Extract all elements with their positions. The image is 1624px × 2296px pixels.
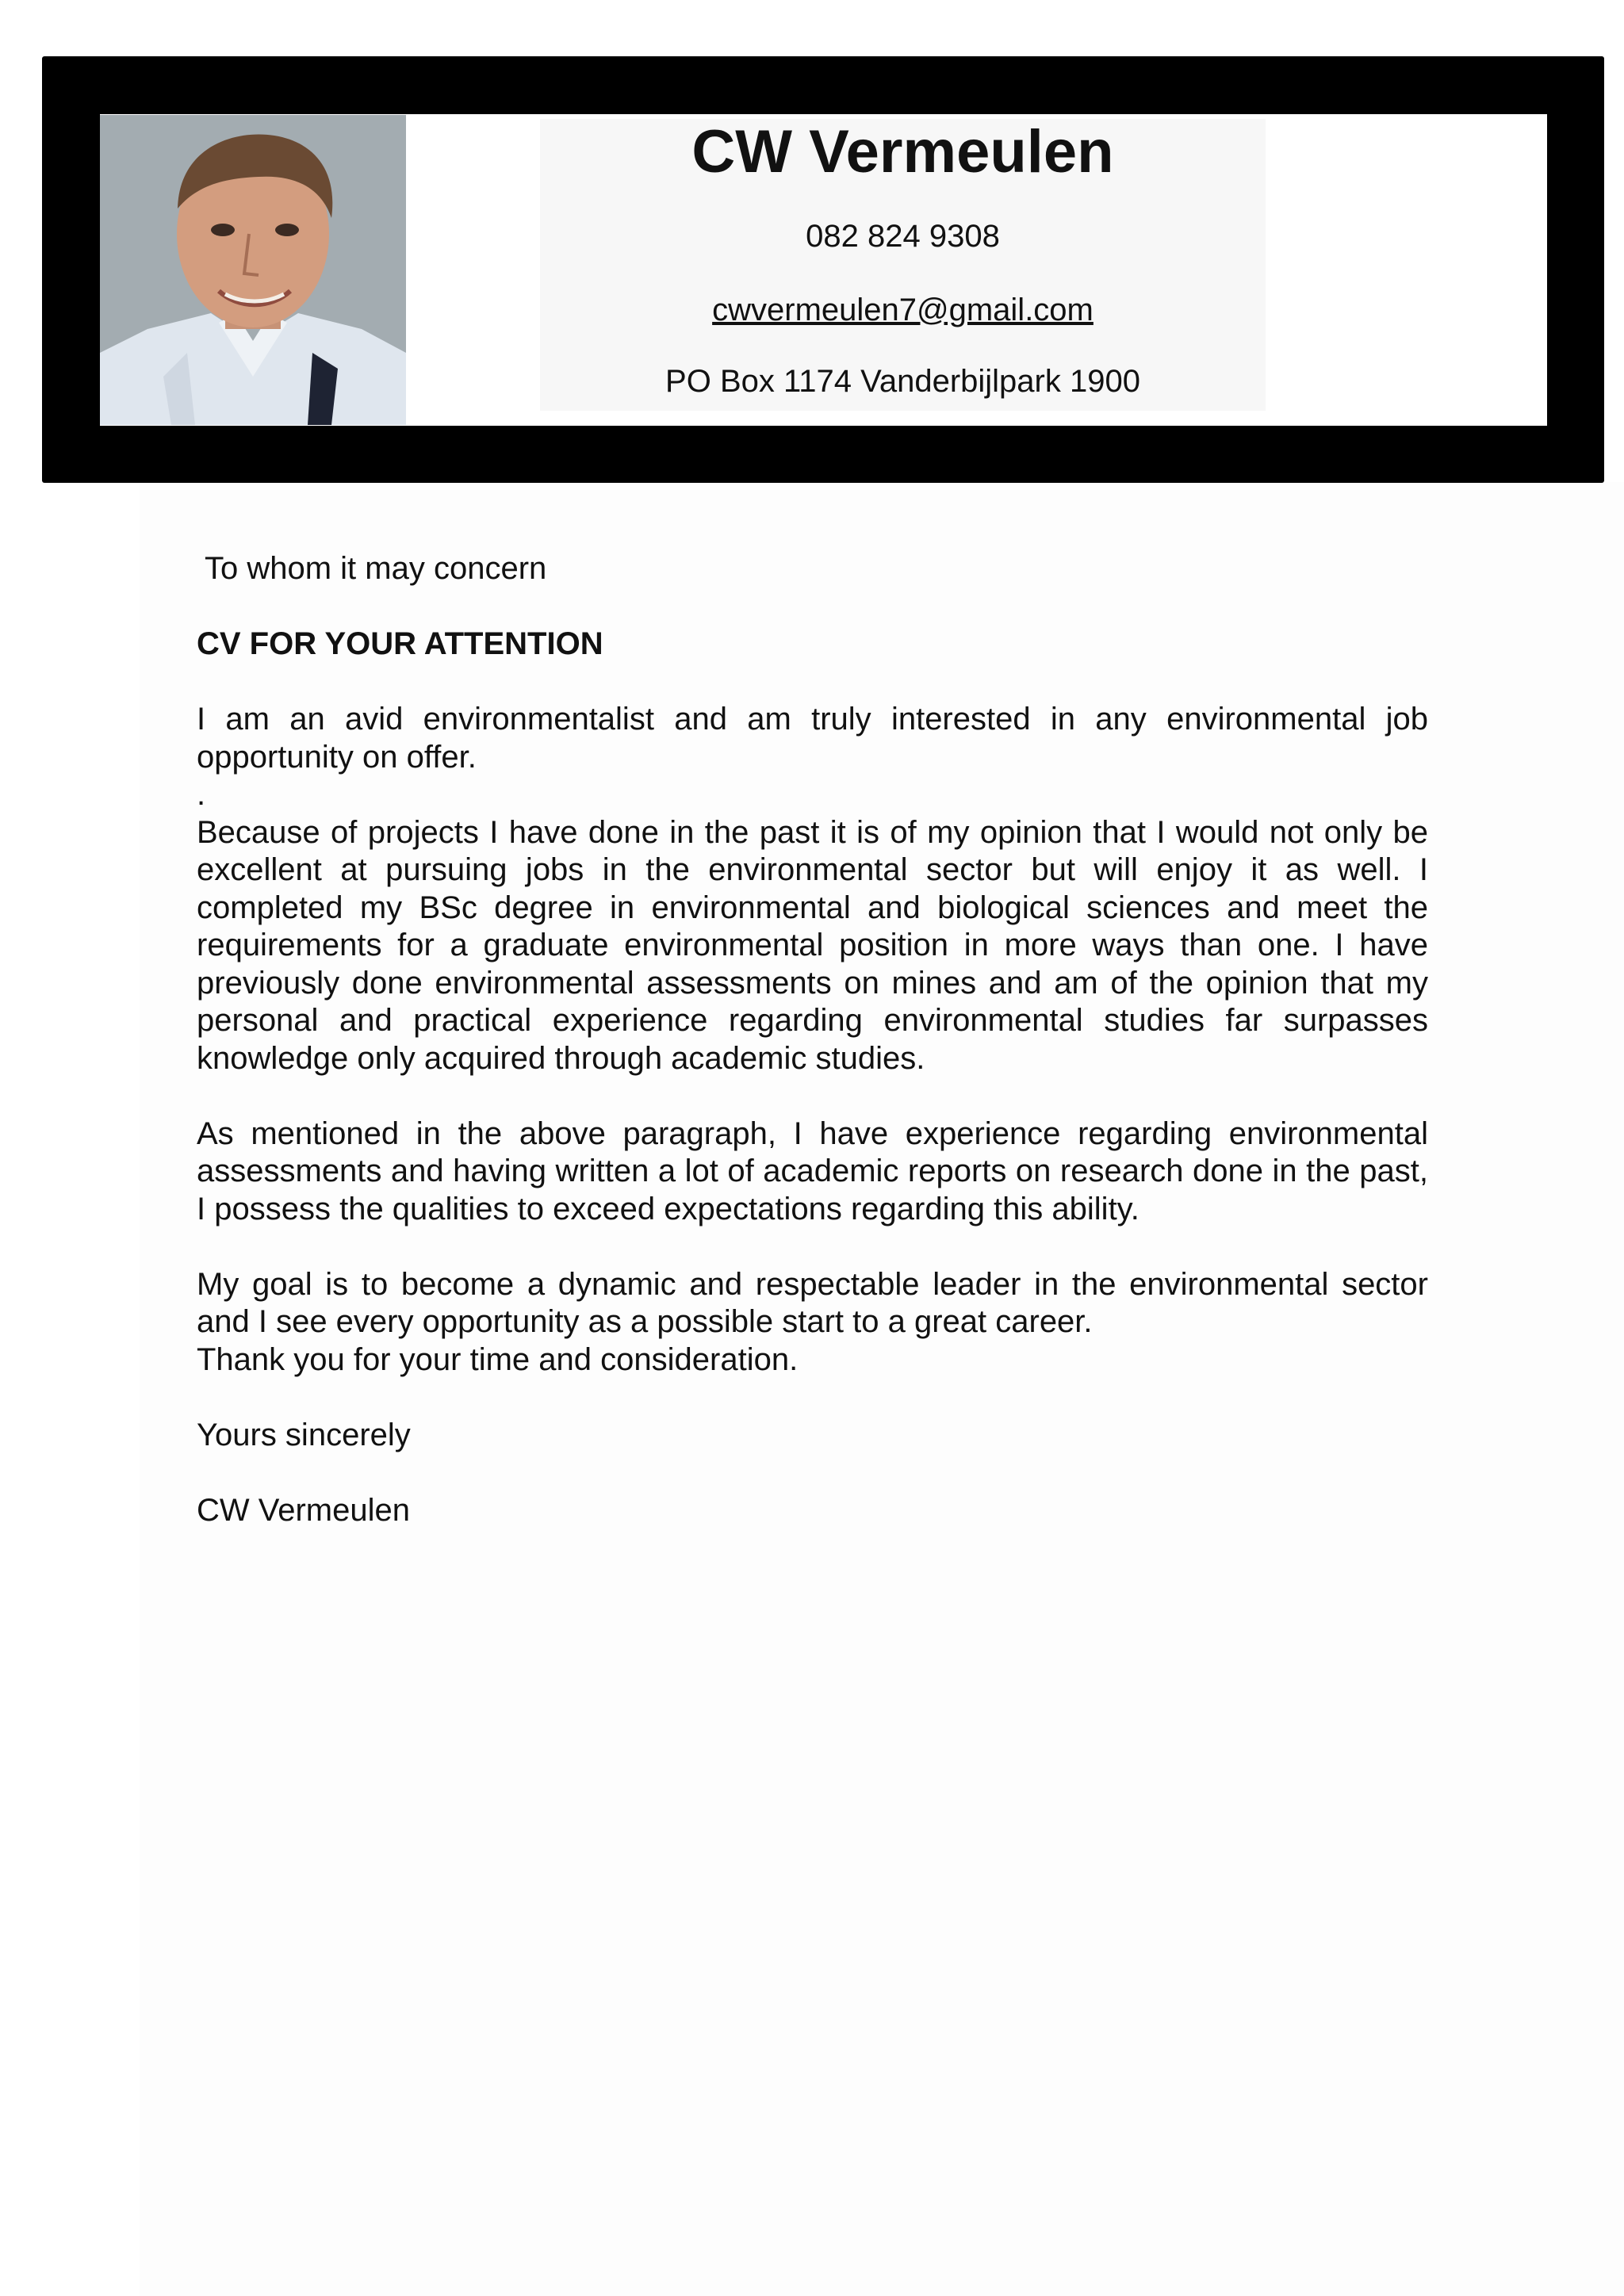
signature-name: CW Vermeulen xyxy=(197,1492,410,1528)
letter-heading: CV FOR YOUR ATTENTION xyxy=(197,626,603,661)
email-link[interactable] xyxy=(540,292,1266,328)
spacer xyxy=(197,664,1428,702)
paragraph-assessments: As mentioned in the above paragraph, I have experience regarding environmental assessments and having written a lot of academic reports on research done in the past, I possess the qualities to exceed expectations regarding this ability. xyxy=(197,1115,1428,1226)
closing: Yours sincerely xyxy=(197,1417,411,1452)
spacer xyxy=(197,1454,1428,1492)
contact-box xyxy=(540,119,1266,411)
salutation: To whom it may concern xyxy=(205,551,547,586)
spacer xyxy=(197,588,1428,626)
paragraph-intro: I am an avid environmentalist and am truly interested in any environmental job opportunity on offer. xyxy=(197,702,1428,775)
separator-dot: . xyxy=(197,777,206,812)
applicant-name: CW Vermeulen xyxy=(691,118,1114,186)
spacer xyxy=(197,1379,1428,1417)
thanks-line: Thank you for your time and consideration. xyxy=(197,1341,799,1377)
paragraph-goal: My goal is to become a dynamic and respectable leader in the environmental sector and I see every opportunity as a possible start to a great career. xyxy=(197,1266,1428,1339)
spacer xyxy=(197,1228,1428,1266)
spacer xyxy=(197,1077,1428,1115)
paragraph-experience: Because of projects I have done in the past it is of my opinion that I would not only be excellent at pursuing jobs in the environmental sector but will enjoy it as well. I completed my BSc degree in environmental and biological sciences and meet the requirements for a graduate environmental position in more ways than one. I have previously done environmental assessments on mines and am of the opinion that my personal and practical experience regarding environmental studies far surpasses knowledge only acquired through academic studies. xyxy=(197,814,1428,1076)
phone-number: 082 824 9308 xyxy=(806,219,1000,254)
portrait-photo-icon xyxy=(100,115,406,425)
email-text[interactable]: cwvermeulen7@gmail.com xyxy=(712,293,1094,327)
postal-address: PO Box 1174 Vanderbijlpark 1900 xyxy=(665,364,1140,399)
cover-letter xyxy=(197,550,1428,1529)
